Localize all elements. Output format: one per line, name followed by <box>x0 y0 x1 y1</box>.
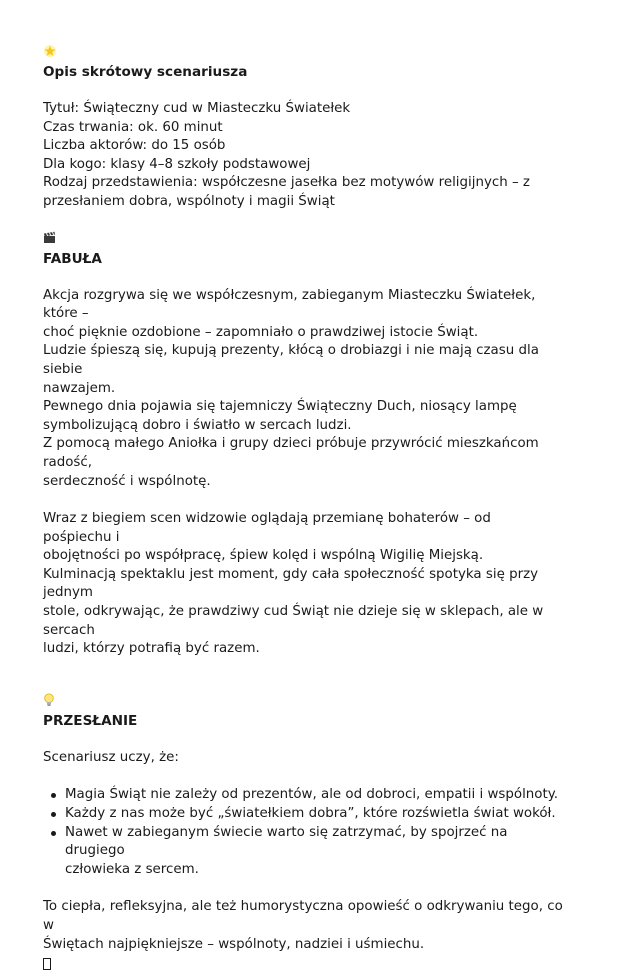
plot-p1-line: Ludzie śpieszą się, kupują prezenty, kłócą o drobiazgi i nie mają czasu dla siebie <box>43 343 539 377</box>
message-bullet-list <box>43 786 563 879</box>
message-closing <box>43 898 563 954</box>
message-heading: PRZESŁANIE <box>43 712 138 729</box>
plot-heading: FABUŁA <box>43 250 102 267</box>
plot-p1-line: symbolizującą dobro i światło w sercach ludzi. <box>43 417 352 433</box>
summary-actors-line: Liczba aktorów: do 15 osób <box>43 138 226 154</box>
plot-p1-line: choć pięknie ozdobione – zapomniało o prawdziwej istocie Świąt. <box>43 324 479 340</box>
plot-p2-line: stole, odkrywając, że prawdziwy cud Świąt nie dzieje się w sklepach, ale w sercach <box>43 604 544 638</box>
message-intro: Scenariusz uczy, że: <box>43 749 179 765</box>
plot-p1-line: nawzajem. <box>43 380 116 396</box>
plot-p1-line: Pewnego dnia pojawia się tajemniczy Świąteczny Duch, niosący lampę <box>43 399 517 415</box>
document-page <box>43 44 563 977</box>
summary-details <box>43 100 563 212</box>
plot-paragraph-1 <box>43 287 563 492</box>
light-bulb-icon <box>43 693 563 711</box>
summary-audience-line: Dla kogo: klasy 4–8 szkoły podstawowej <box>43 156 311 172</box>
closing-line: To ciepła, refleksyjna, ale też humorystyczna opowieść o odkrywaniu tego, co w <box>43 899 563 933</box>
list-item: Magia Świąt nie zależy od prezentów, ale od dobroci, empatii i wspólnoty. <box>65 786 563 805</box>
star-glow-icon <box>43 44 563 62</box>
plot-p2-line: Wraz z biegiem scen widzowie oglądają przemianę bohaterów – od pośpiechu i <box>43 511 491 545</box>
list-item: Nawet w zabieganym świecie warto się zatrzymać, by spojrzeć na drugiego człowieka z sercem. <box>65 824 563 880</box>
plot-p2-line: obojętności po współpracę, śpiew kolęd i wspólną Wigilię Miejską. <box>43 548 484 564</box>
closing-line: Świętach najpiękniejsze – wspólnoty, nadziei i uśmiechu. <box>43 936 425 952</box>
list-item: Każdy z nas może być „światełkiem dobra”, które rozświetla świat wokół. <box>65 805 563 824</box>
plot-paragraph-2 <box>43 510 563 659</box>
clapperboard-icon <box>43 231 563 249</box>
plot-p1-line: Akcja rozgrywa się we współczesnym, zabieganym Miasteczku Światełek, które – <box>43 287 536 322</box>
plot-p1-line: Z pomocą małego Aniołka i grupy dzieci próbuje przywrócić mieszkańcom radość, <box>43 436 539 470</box>
plot-p2-line: ludzi, którzy potrafią być razem. <box>43 641 260 657</box>
plot-p1-line: serdeczność i wspólnotę. <box>43 473 211 489</box>
missing-glyph-icon <box>43 958 51 970</box>
summary-type-line-cont: przesłaniem dobra, wspólnoty i magii Świąt <box>43 193 335 209</box>
summary-duration-line: Czas trwania: ok. 60 minut <box>43 119 223 135</box>
summary-heading: Opis skrótowy scenariusza <box>43 64 248 80</box>
summary-title-line: Tytuł: Świąteczny cud w Miasteczku Światełek <box>43 101 351 116</box>
plot-p2-line: Kulminacją spektaklu jest moment, gdy cała społeczność spotyka się przy jednym <box>43 566 539 601</box>
summary-type-line: Rodzaj przedstawienia: współczesne jasełka bez motywów religijnych – z <box>43 175 530 191</box>
